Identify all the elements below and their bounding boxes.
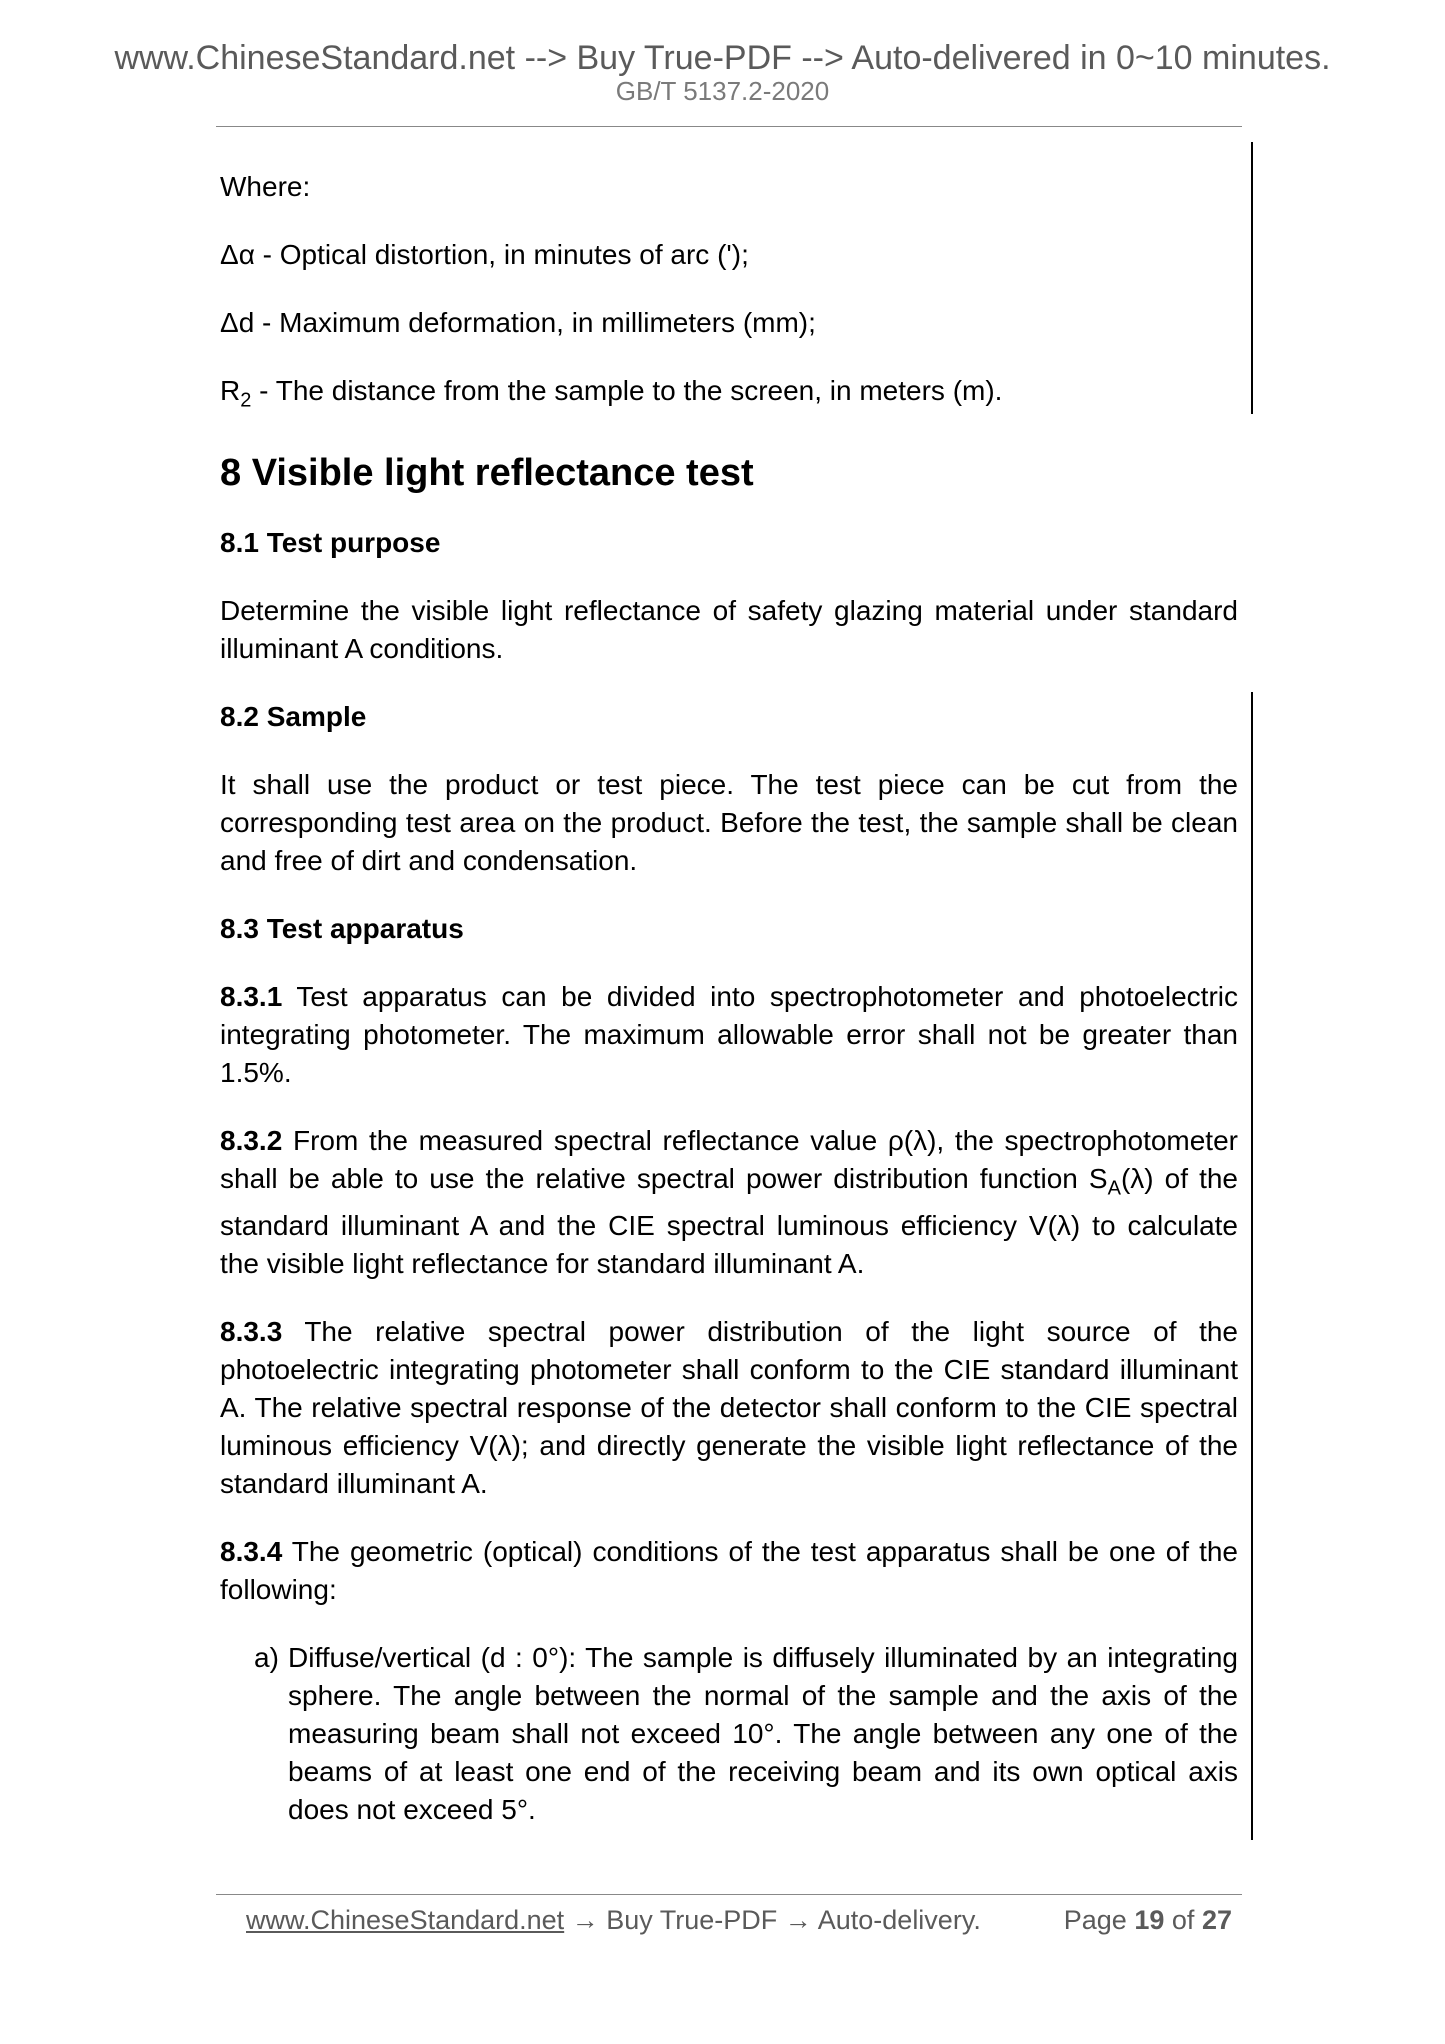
- footer-tagline: → Buy True-PDF → Auto-delivery.: [564, 1905, 981, 1935]
- revision-bar: [1251, 692, 1253, 1840]
- clause-number: 8.3.1: [220, 980, 283, 1012]
- where-item: Δα - Optical distortion, in minutes of arc (');: [220, 239, 749, 270]
- list-item-label: a): [254, 1642, 279, 1674]
- footer-site-link[interactable]: www.ChineseStandard.net: [246, 1905, 565, 1935]
- footer-divider: [216, 1894, 1242, 1895]
- page-number: Page 19 of 27: [1063, 1905, 1232, 1935]
- revision-bar: [1251, 142, 1253, 414]
- page-content: [220, 168, 1238, 1829]
- subsection-heading: 8.3 Test apparatus: [220, 912, 464, 944]
- clause-number: 8.3.3: [220, 1316, 283, 1348]
- subsection-heading: 8.2 Sample: [220, 700, 367, 732]
- where-item: $R_2$ - The distance from the sample to the screen, in meters (m).: [220, 375, 1003, 412]
- clause-number: 8.3.2: [220, 1124, 283, 1156]
- paragraph: 8.3.3 The relative spectral power distribution of the light source of the photoelectric integrating photometer shall conform to the CIE standard illuminant A. The relative spectral response of the detector shall conform to the CIE spectral luminous efficiency V(λ); and directly generate the visible light reflectance of the standard illuminant A.: [220, 1316, 1238, 1500]
- paragraph: 8.3.1 Test apparatus can be divided into spectrophotometer and photoelectric integrating photometer. The maximum allowable error shall not be greater than 1.5%.: [220, 980, 1238, 1088]
- section-heading: 8 Visible light reflectance test: [220, 451, 754, 494]
- subsection-heading: 8.1 Test purpose: [220, 526, 441, 558]
- standard-code: GB/T 5137.2-2020: [615, 76, 830, 106]
- where-item: Δd - Maximum deformation, in millimeters (mm);: [220, 307, 816, 338]
- paragraph: 8.3.4 The geometric (optical) conditions of the test apparatus shall be one of the following:: [220, 1536, 1238, 1606]
- header-divider: [216, 126, 1242, 127]
- paragraph: 8.3.2 From the measured spectral reflectance value ρ(λ), the spectrophotometer shall be able to use the relative spectral power distribution function $S_A(\lambda)$ of the standard illuminant A and the CIE spectral luminous efficiency V(λ) to calculate the visible light reflectance for standard illuminant A.: [220, 1124, 1239, 1280]
- footer-left: [246, 1905, 981, 1936]
- clause-number: 8.3.4: [220, 1536, 283, 1568]
- list-item: a) Diffuse/vertical (d : 0°): The sample is diffusely illuminated by an integrating sphere. The angle between the normal of the sample and the axis of the measuring beam shall not exceed 10°. The angle between any one of the beams of at least one end of the receiving beam and its own optical axis does not exceed 5°.: [254, 1639, 1238, 1829]
- paragraph: Determine the visible light reflectance of safety glazing material under standard illuminant A conditions.: [220, 594, 1238, 664]
- where-label: Where:: [220, 171, 311, 202]
- page-footer: [216, 1905, 1242, 1941]
- paragraph: It shall use the product or test piece. The test piece can be cut from the corresponding test area on the product. Before the test, the sample shall be clean and free of dirt and condensation.: [220, 768, 1238, 876]
- site-banner: www.ChineseStandard.net --> Buy True-PDF --> Auto-delivered in 0~10 minutes.: [114, 39, 1331, 77]
